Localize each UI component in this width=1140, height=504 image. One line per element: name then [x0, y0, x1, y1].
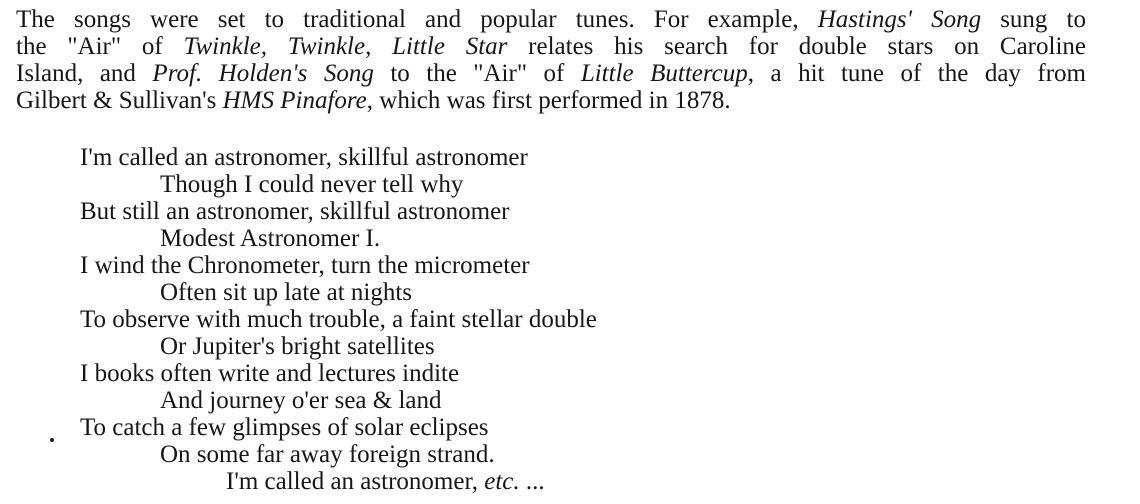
verse-line: To observe with much trouble, a faint stellar double: [80, 306, 597, 333]
tune-title: Twinkle, Twinkle, Little Star: [183, 33, 508, 60]
scan-speck: [50, 438, 54, 442]
text-run: Island, and: [16, 60, 153, 87]
refrain-text: I'm called an astronomer,: [226, 468, 485, 495]
intro-paragraph: [16, 6, 1086, 114]
paragraph-line-3: [16, 60, 1086, 87]
song-title: Hastings' Song: [817, 6, 982, 33]
text-run: relates his search for double stars on Caroline: [507, 33, 1086, 60]
text-run: sung to: [981, 6, 1086, 33]
text-run: Gilbert & Sullivan's: [16, 87, 223, 114]
opera-title: HMS Pinafore: [222, 87, 367, 114]
paragraph-line-2: [16, 33, 1086, 60]
refrain-etc: etc.: [484, 468, 520, 495]
text-run: the "Air" of: [16, 33, 184, 60]
verse-line: I books often write and lectures indite: [80, 360, 460, 387]
verse-line: But still an astronomer, skillful astronomer: [80, 198, 510, 225]
song-lyrics: [80, 144, 597, 495]
paragraph-line-1: [16, 6, 1086, 33]
verse-line: To catch a few glimpses of solar eclipses: [80, 414, 489, 441]
text-run: , a hit tune of the day from: [747, 60, 1086, 87]
text-run: to the "Air" of: [373, 60, 581, 87]
tune-title: Little Buttercup: [580, 60, 748, 87]
verse-line-indented: On some far away foreign strand.: [160, 441, 495, 468]
refrain-ellipsis: ...: [519, 468, 545, 495]
song-title: Prof. Holden's Song: [152, 60, 374, 87]
verse-line-indented: And journey o'er sea & land: [160, 387, 442, 414]
verse-line-indented: Often sit up late at nights: [160, 279, 413, 306]
text-run: The songs were set to traditional and popular tunes. For example,: [16, 6, 818, 33]
refrain-line: [80, 468, 597, 495]
verse-line-indented: Though I could never tell why: [160, 171, 464, 198]
verse-line-indented: Or Jupiter's bright satellites: [160, 333, 435, 360]
verse-line-indented: Modest Astronomer I.: [160, 225, 381, 252]
paragraph-line-4: [16, 87, 1086, 114]
verse-line: I'm called an astronomer, skillful astronomer: [80, 144, 528, 171]
text-run: , which was first performed in 1878.: [366, 87, 731, 114]
verse-line: I wind the Chronometer, turn the micrometer: [80, 252, 530, 279]
